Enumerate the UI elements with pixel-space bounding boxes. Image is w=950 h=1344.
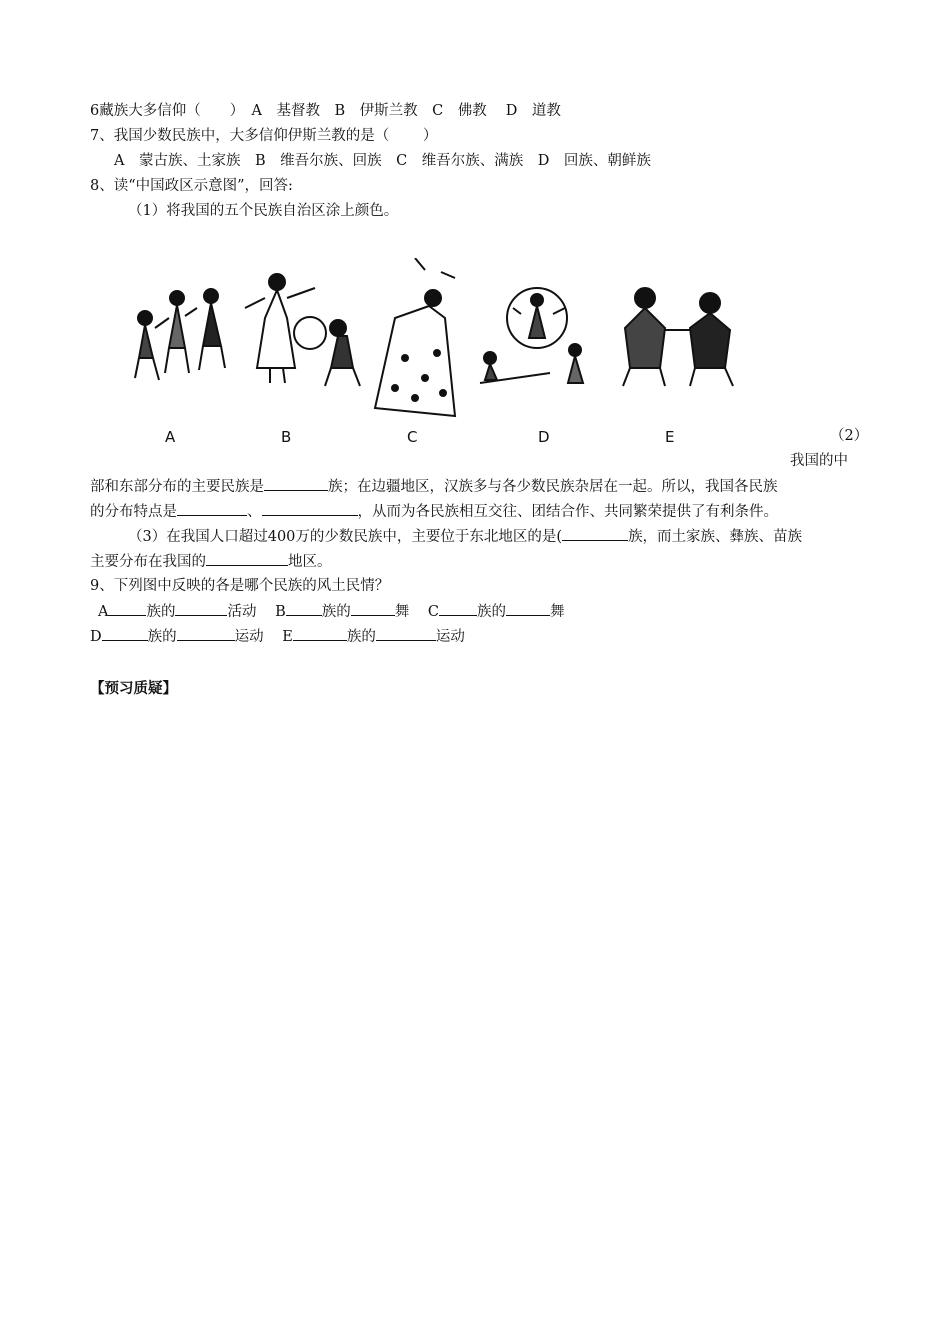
blank-b-ethnic-group[interactable]: [286, 601, 322, 616]
blank-region[interactable]: [206, 551, 288, 566]
question-7-options: A 蒙古族、土家族 B 维吾尔族、回族 C 维吾尔族、满族 D 回族、朝鲜族: [114, 153, 651, 169]
q9-d-zu: 族的: [147, 629, 177, 645]
q9-e-sport-label: 运动: [435, 629, 465, 645]
blank-distribution-feature-2[interactable]: [262, 501, 358, 516]
blank-c-dance[interactable]: [506, 601, 550, 616]
q9-e-prefix: E: [282, 629, 293, 645]
q9-b-dance-label: 舞: [394, 604, 410, 620]
part-2-text-b: 族；在边疆地区，汉族多与各少数民族杂居在一起。所以，我国各民族: [328, 479, 778, 495]
part-2-text-a: 部和东部分布的主要民族是: [90, 479, 264, 495]
q9-b-zu: 族的: [321, 604, 351, 620]
question-9-line-1: [98, 601, 564, 622]
blank-d-ethnic-group[interactable]: [102, 626, 148, 641]
blank-a-activity[interactable]: [175, 601, 227, 616]
q9-e-zu: 族的: [346, 629, 376, 645]
figure-label-b: B: [281, 428, 292, 446]
q9-b-prefix: B: [275, 604, 286, 620]
blank-e-ethnic-group[interactable]: [293, 626, 347, 641]
blank-distribution-feature-1[interactable]: [177, 501, 247, 516]
question-7-stem: 7、我国少数民族中，大多信仰伊斯兰教的是（ ）: [90, 128, 438, 144]
figure-label-d: D: [538, 428, 550, 446]
figure-label-a: A: [165, 428, 176, 446]
question-8-part-1: （1）将我国的五个民族自治区涂上颜色。: [128, 203, 399, 219]
question-9-stem: 9、下列图中反映的各是哪个民族的风土民情？: [90, 578, 390, 594]
question-8-part-2-line-1: [90, 476, 778, 497]
question-8-stem: 8、读“中国政区示意图”，回答:: [90, 178, 293, 194]
blank-b-dance[interactable]: [351, 601, 395, 616]
blank-northeast-ethnic-group[interactable]: [562, 526, 628, 541]
figure-d-drawing: [480, 288, 583, 383]
part-2-text-c: 的分布特点是: [90, 504, 177, 520]
q9-a-zu: 族的: [146, 604, 176, 620]
part-3-text-c: 主要分布在我国的: [90, 554, 206, 570]
figure-label-e: E: [665, 428, 675, 446]
q9-a-activity-label: 活动: [227, 604, 257, 620]
q9-c-dance-label: 舞: [549, 604, 565, 620]
q9-d-sport-label: 运动: [234, 629, 264, 645]
part-2-text-d: ，从而为各民族相互交往、团结合作、共同繁荣提供了有利条件。: [357, 504, 778, 520]
blank-e-sport[interactable]: [376, 626, 436, 641]
figure-a-drawing: [135, 289, 225, 380]
q9-c-zu: 族的: [476, 604, 506, 620]
figure-b-drawing: [245, 274, 360, 386]
question-8-part-2-number: （2）: [830, 428, 869, 444]
question-8-part-3-line-2: [90, 551, 332, 572]
blank-c-ethnic-group[interactable]: [439, 601, 477, 616]
blank-a-ethnic-group[interactable]: [108, 601, 146, 616]
q9-a-prefix: A: [98, 604, 109, 620]
part-3-text-a: （3）在我国人口超过400万的少数民族中，主要位于东北地区的是(: [128, 529, 563, 545]
blank-d-sport[interactable]: [177, 626, 235, 641]
question-8-part-2-line-2: [90, 501, 778, 522]
question-9-line-2: [90, 626, 465, 647]
question-6: 6藏族大多信仰（ ） A 基督教 B 伊斯兰教 C 佛教 D 道教: [90, 103, 561, 119]
part-2-separator: 、: [247, 504, 262, 520]
q9-c-prefix: C: [427, 604, 439, 620]
figure-c-drawing: [375, 258, 455, 416]
question-8-part-3-line-1: [128, 526, 802, 547]
section-heading-preview-questions: 【预习质疑】: [90, 681, 177, 697]
figure-label-c: C: [407, 428, 418, 446]
figure-e-drawing: [623, 288, 733, 386]
folk-customs-drawing: [125, 258, 785, 458]
blank-main-ethnic-group[interactable]: [264, 476, 328, 491]
question-8-part-2-lead: 我国的中: [790, 453, 848, 469]
part-3-text-b: 族，而土家族、彝族、苗族: [628, 529, 803, 545]
q9-d-prefix: D: [90, 629, 102, 645]
folk-customs-illustration: [125, 258, 785, 458]
part-3-text-d: 地区。: [288, 554, 332, 570]
